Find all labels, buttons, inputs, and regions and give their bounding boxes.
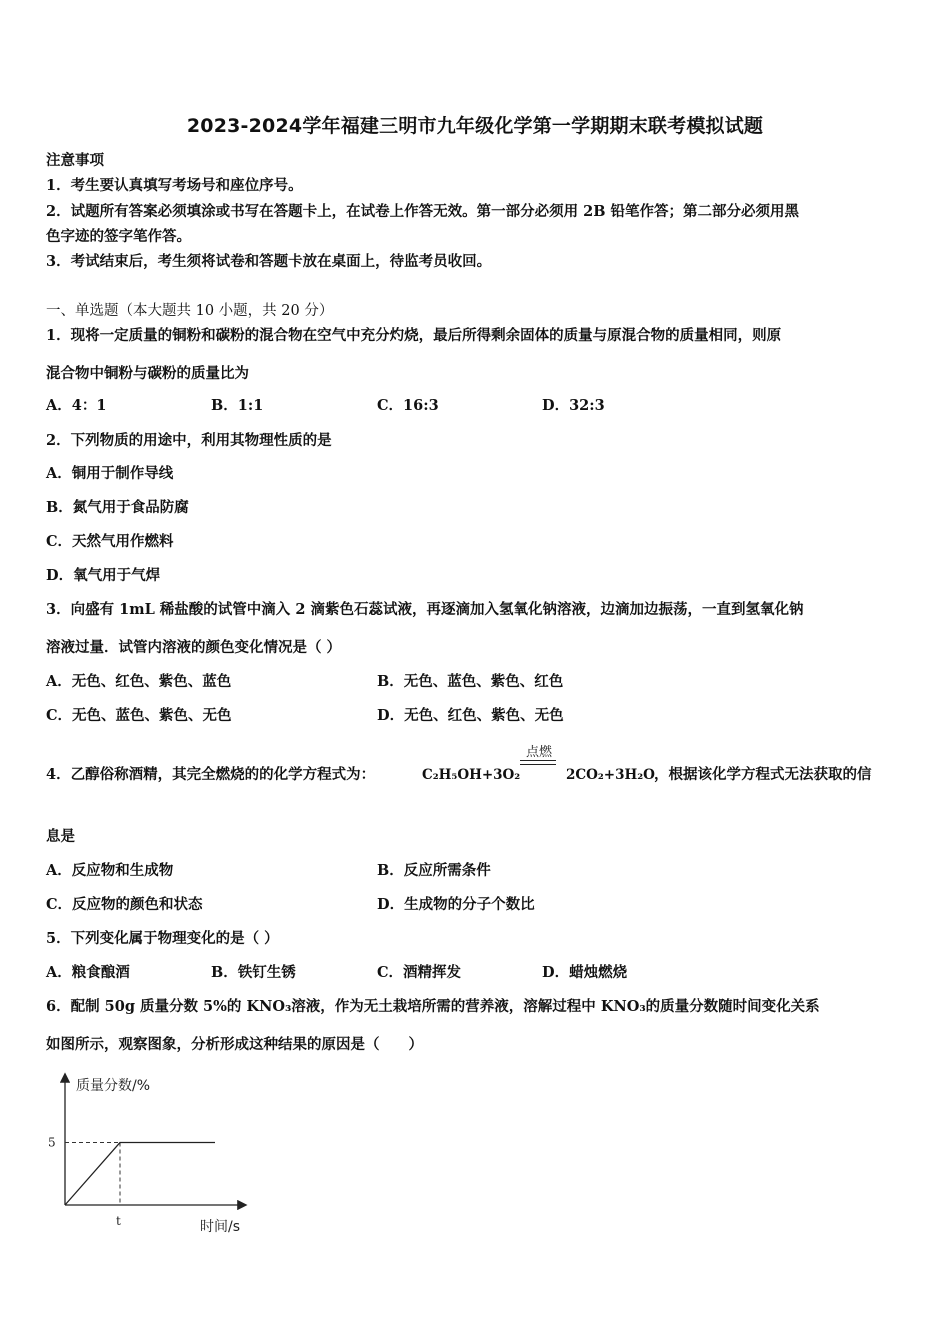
q3-option-b: B．无色、蓝色、紫色、红色 — [377, 673, 564, 690]
q4-stem-suffix: ，根据该化学方程式无法获取的信 — [654, 766, 872, 783]
q2-stem: 2．下列物质的用途中，利用其物理性质的是 — [46, 432, 332, 449]
page-title: 2023-2024学年福建三明市九年级化学第一学期期末联考模拟试题 — [186, 115, 764, 137]
q2-option-c: C．天然气用作燃料 — [46, 533, 174, 550]
q6-stem-line2: 如图所示，观察图象，分析形成这种结果的原因是（ ） — [46, 1036, 423, 1053]
x-tick-label: t — [116, 1214, 121, 1228]
q5-option-a: A．粮食酿酒 — [46, 964, 130, 981]
q4-stem-line2: 息是 — [46, 828, 75, 845]
q5-option-d: D．蜡烛燃烧 — [542, 964, 628, 981]
y-axis-label: 质量分数/% — [76, 1078, 151, 1094]
q1-option-d: D．32:3 — [542, 397, 605, 414]
q3-option-c: C．无色、蓝色、紫色、无色 — [46, 707, 232, 724]
notice-item-2: 2．试题所有答案必须填涂或书写在答题卡上，在试卷上作答无效。第一部分必须用 2B 铅笔作答；第二部分必须用黑 — [46, 203, 800, 220]
q5-stem: 5．下列变化属于物理变化的是（ ） — [46, 930, 279, 947]
q1-stem-line1: 1．现将一定质量的铜粉和碳粉的混合物在空气中充分灼烧，最后所得剩余固体的质量与原混合物的质量相同，则原 — [46, 327, 782, 344]
q4-option-c: C．反应物的颜色和状态 — [46, 896, 203, 913]
notice-heading: 注意事项 — [46, 152, 104, 169]
notice-item-3: 3．考试结束后，考生须将试卷和答题卡放在桌面上，待监考员收回。 — [46, 253, 492, 270]
q3-option-d: D．无色、红色、紫色、无色 — [377, 707, 564, 724]
q4-reaction-condition: 点燃 — [525, 745, 552, 760]
q4-products: 2CO₂+3H₂O — [566, 767, 655, 783]
q4-stem-prefix: 4．乙醇俗称酒精，其完全燃烧的的化学方程式为： — [46, 766, 376, 783]
q2-option-b: B．氮气用于食品防腐 — [46, 499, 189, 516]
notice-item-2-cont: 色字迹的签字笔作答。 — [46, 228, 191, 245]
q2-option-a: A．铜用于制作导线 — [46, 465, 174, 482]
q1-stem-line2: 混合物中铜粉与碳粉的质量比为 — [46, 365, 249, 382]
q1-option-b: B．1:1 — [211, 397, 264, 414]
mass-fraction-chart — [40, 1065, 270, 1240]
q4-equals-bar-top — [520, 760, 556, 761]
y-tick-label: 5 — [48, 1135, 56, 1150]
q3-stem-line1: 3．向盛有 1mL 稀盐酸的试管中滴入 2 滴紫色石蕊试液，再逐滴加入氢氧化钠溶液，边滴加边振荡，一直到氢氧化钠 — [46, 601, 804, 618]
notice-item-1: 1．考生要认真填写考场号和座位序号。 — [46, 177, 303, 194]
x-axis-label: 时间/s — [200, 1219, 241, 1235]
series-line — [65, 1143, 215, 1206]
q4-reactants: C₂H₅OH+3O₂ — [422, 767, 521, 783]
q1-option-c: C．16:3 — [377, 397, 439, 414]
q5-option-c: C．酒精挥发 — [377, 964, 462, 981]
q4-option-a: A．反应物和生成物 — [46, 862, 174, 879]
q3-stem-line2: 溶液过量．试管内溶液的颜色变化情况是（ ） — [46, 639, 342, 656]
q5-option-b: B．铁钉生锈 — [211, 964, 296, 981]
section-heading: 一、单选题（本大题共 10 小题，共 20 分） — [46, 303, 334, 319]
q4-equals-bar-bottom — [520, 764, 556, 765]
q1-option-a: A．4：1 — [46, 397, 107, 414]
q6-stem-line1: 6．配制 50g 质量分数 5%的 KNO₃溶液，作为无土栽培所需的营养液，溶解过程中 KNO₃的质量分数随时间变化关系 — [46, 998, 820, 1015]
q4-option-b: B．反应所需条件 — [377, 862, 491, 879]
q4-option-d: D．生成物的分子个数比 — [377, 896, 535, 913]
q3-option-a: A．无色、红色、紫色、蓝色 — [46, 673, 232, 690]
q2-option-d: D．氧气用于气焊 — [46, 567, 161, 584]
